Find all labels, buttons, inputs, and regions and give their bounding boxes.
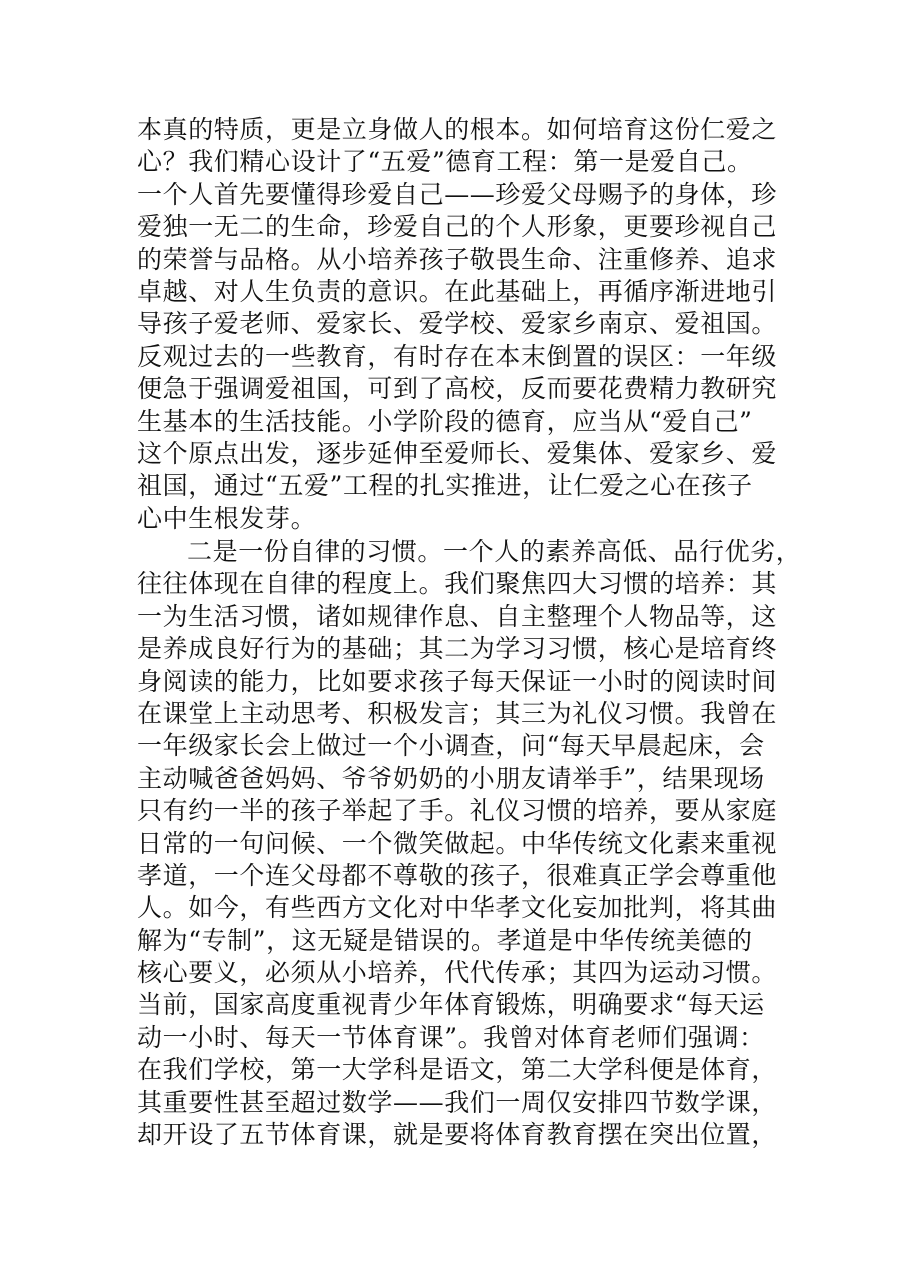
text-line: 心中生根发芽。 (137, 503, 317, 533)
text-line: 生基本的生活技能。小学阶段的德育，应当从“爱自己” (137, 406, 753, 436)
text-line: 人。如今，有些西方文化对中华孝文化妄加批判，将其曲 (137, 893, 778, 923)
text-line: 主动喊爸爸妈妈、爷爷奶奶的小朋友请举手”，结果现场 (137, 763, 765, 793)
text-line: 往往体现在自律的程度上。我们聚焦四大习惯的培养：其 (137, 569, 778, 599)
text-line: 一为生活习惯，诸如规律作息、自主整理个人物品等，这 (137, 601, 778, 631)
text-line: 导孩子爱老师、爱家长、爱学校、爱家乡南京、爱祖国。 (137, 309, 778, 339)
paragraph-love (137, 114, 777, 535)
text-line: 是养成良好行为的基础；其二为学习习惯，核心是培育终 (137, 634, 778, 664)
text-line: 心？我们精心设计了“五爱”德育工程：第一是爱自己。 (137, 147, 753, 177)
text-line: 在课堂上主动思考、积极发言；其三为礼仪习惯。我曾在 (137, 698, 778, 728)
text-line: 解为“专制”，这无疑是错误的。孝道是中华传统美德的 (137, 925, 753, 955)
text-line: 反观过去的一些教育，有时存在本末倒置的误区：一年级 (137, 341, 778, 371)
text-line: 其重要性甚至超过数学——我们一周仅安排四节数学课， (137, 1087, 778, 1117)
text-line: 日常的一句问候、一个微笑做起。中华传统文化素来重视 (137, 828, 778, 858)
text-line: 祖国，通过“五爱”工程的扎实推进，让仁爱之心在孩子 (137, 471, 753, 501)
text-line: 二是一份自律的习惯。一个人的素养高低、品行优劣， (187, 537, 802, 566)
text-line: 一年级家长会上做过一个小调查，问“每天早晨起床，会 (137, 731, 765, 761)
text-line: 身阅读的能力，比如要求孩子每天保证一小时的阅读时间 (137, 666, 778, 696)
text-line: 卓越、对人生负责的意识。在此基础上，再循序渐进地引 (137, 276, 778, 306)
text-line: 在我们学校，第一大学科是语文，第二大学科便是体育， (137, 1055, 778, 1085)
text-line: 的荣誉与品格。从小培养孩子敬畏生命、注重修养、追求 (137, 244, 778, 274)
text-line: 一个人首先要懂得珍爱自己——珍爱父母赐予的身体，珍 (137, 179, 778, 209)
text-line: 却开设了五节体育课，就是要将体育教育摆在突出位置， (137, 1120, 778, 1150)
text-line: 爱独一无二的生命，珍爱自己的个人形象，更要珍视自己 (137, 212, 778, 242)
text-line: 核心要义，必须从小培养，代代传承；其四为运动习惯。 (137, 958, 778, 988)
paragraph-self-discipline (137, 536, 802, 1151)
text-line: 这个原点出发，逐步延伸至爱师长、爱集体、爱家乡、爱 (137, 438, 778, 468)
text-line: 便急于强调爱祖国，可到了高校，反而要花费精力教研究 (137, 374, 778, 404)
text-line: 动一小时、每天一节体育课”。我曾对体育老师们强调： (137, 1022, 765, 1052)
text-line: 孝道，一个连父母都不尊敬的孩子，很难真正学会尊重他 (137, 860, 778, 890)
text-line: 只有约一半的孩子举起了手。礼仪习惯的培养，要从家庭 (137, 796, 778, 826)
text-line: 本真的特质，更是立身做人的根本。如何培育这份仁爱之 (137, 115, 778, 144)
text-line: 当前，国家高度重视青少年体育锻炼，明确要求“每天运 (137, 990, 765, 1020)
